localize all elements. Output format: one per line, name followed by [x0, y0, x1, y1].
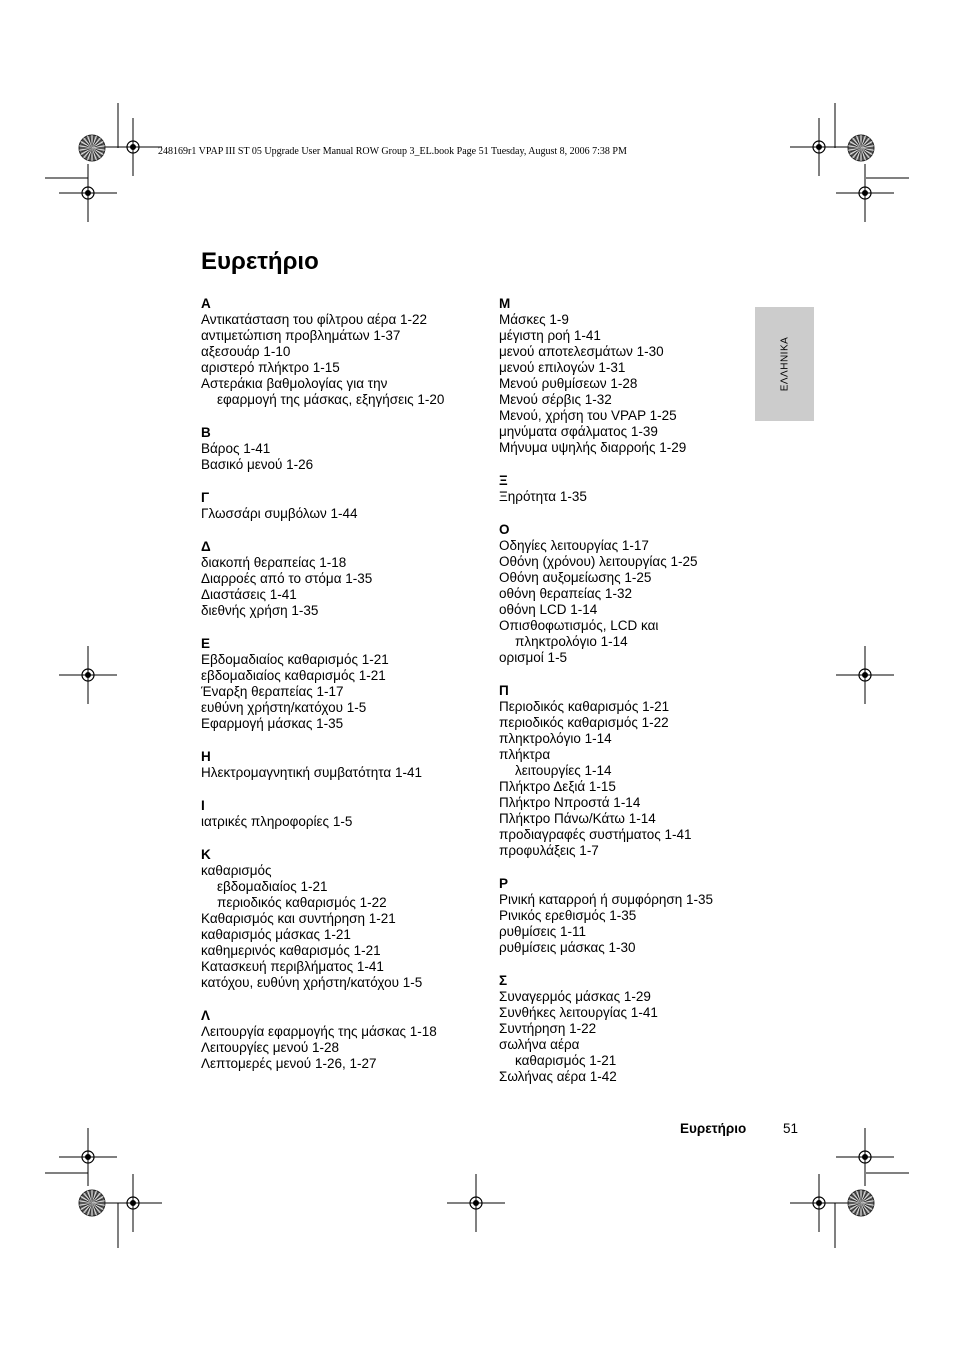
index-section	[499, 875, 754, 956]
index-letter-heading: Α	[201, 296, 211, 311]
index-entry: Οθόνη αυξομείωσης 1-25	[499, 570, 652, 585]
index-letter-heading: Β	[201, 425, 211, 440]
index-entry: εβδομαδιαίος καθαρισμός 1-21	[201, 668, 386, 683]
print-slug: 248169r1 VPAP III ST 05 Upgrade User Manual ROW Group 3_EL.book Page 51 Tuesday, August 8, 2006 7:38 PM	[158, 146, 627, 157]
color-rosette-icon	[79, 135, 105, 161]
index-entry: Πλήκτρο Πάνω/Κάτω 1-14	[499, 811, 656, 826]
index-section	[499, 682, 754, 859]
index-entry: Διαστάσεις 1-41	[201, 587, 297, 602]
index-entry: προδιαγραφές συστήματος 1-41	[499, 827, 692, 842]
index-entry: Οπισθοφωτισμός, LCD και	[499, 618, 659, 633]
index-entry: αριστερό πλήκτρο 1-15	[201, 360, 340, 375]
index-entry: Ρινικός ερεθισμός 1-35	[499, 908, 637, 923]
index-entry: πλήκτρα	[499, 747, 551, 762]
registration-target-icon	[59, 164, 117, 222]
index-entry: ιατρικές πληροφορίες 1-5	[201, 814, 353, 829]
index-section	[201, 1007, 486, 1072]
index-letter-heading: Η	[201, 749, 211, 764]
index-subentry: εβδομαδιαίος 1-21	[217, 879, 328, 894]
registration-target-icon	[104, 118, 162, 176]
index-entry: οθόνη θεραπείας 1-32	[499, 586, 632, 601]
index-entry: Συναγερμός μάσκας 1-29	[499, 989, 651, 1004]
index-entry: μέγιστη ροή 1-41	[499, 328, 601, 343]
index-entry: Διαρροές από το στόμα 1-35	[201, 571, 373, 586]
index-letter-heading: Ρ	[499, 876, 509, 891]
registration-target-icon	[447, 1174, 505, 1232]
index-letter-heading: Μ	[499, 296, 511, 311]
index-entry: Λειτουργίες μενού 1-28	[201, 1040, 339, 1055]
registration-target-icon	[790, 118, 848, 176]
index-entry: Λειτουργία εφαρμογής της μάσκας 1-18	[201, 1024, 437, 1039]
index-entry: Περιοδικός καθαρισμός 1-21	[499, 699, 670, 714]
index-section	[201, 635, 486, 732]
index-entry: διακοπή θεραπείας 1-18	[201, 555, 347, 570]
index-entry: οθόνη LCD 1-14	[499, 602, 598, 617]
index-subentry: λειτουργίες 1-14	[515, 763, 612, 778]
index-entry: καθημερινός καθαρισμός 1-21	[201, 943, 381, 958]
index-entry: καθαρισμός	[201, 863, 272, 878]
registration-target-icon	[59, 646, 117, 704]
index-entry: Ξηρότητα 1-35	[499, 489, 587, 504]
registration-target-icon	[836, 646, 894, 704]
side-tab-label: ΕΛΛΗΝΙΚΑ	[779, 336, 790, 392]
index-letter-heading: Ε	[201, 636, 211, 651]
index-entry: Μάσκες 1-9	[499, 312, 569, 327]
registration-target-icon	[790, 1174, 848, 1232]
index-letter-heading: Ι	[201, 798, 205, 813]
index-entry: ρυθμίσεις 1-11	[499, 924, 586, 939]
index-entry: Αντικατάσταση του φίλτρου αέρα 1-22	[201, 312, 428, 327]
index-entry: Μενού, χρήση του VPAP 1-25	[499, 408, 677, 423]
index-letter-heading: Σ	[499, 973, 508, 988]
registration-target-icon	[836, 164, 894, 222]
index-letter-heading: Δ	[201, 539, 211, 554]
index-section	[499, 972, 754, 1085]
index-entry: μενού αποτελεσμάτων 1-30	[499, 344, 664, 359]
footer-label: Ευρετήριο	[680, 1121, 747, 1136]
index-entry: Εβδομαδιαίος καθαρισμός 1-21	[201, 652, 389, 667]
index-letter-heading: Γ	[201, 490, 210, 505]
index-entry: μηνύματα σφάλματος 1-39	[499, 424, 658, 439]
index-entry: Εφαρμογή μάσκας 1-35	[201, 716, 344, 731]
index-entry: Έναρξη θεραπείας 1-17	[201, 684, 344, 699]
index-letter-heading: Π	[499, 683, 509, 698]
color-rosette-icon	[79, 1190, 105, 1216]
index-entry: ευθύνη χρήστη/κατόχου 1-5	[201, 700, 367, 715]
index-entry: Καθαρισμός και συντήρηση 1-21	[201, 911, 396, 926]
index-entry: αντιμετώπιση προβλημάτων 1-37	[201, 328, 401, 343]
index-entry: Πλήκτρο Δεξιά 1-15	[499, 779, 616, 794]
index-entry: προφυλάξεις 1-7	[499, 843, 599, 858]
page-title: Ευρετήριο	[201, 248, 319, 275]
index-entry: διεθνής χρήση 1-35	[201, 603, 319, 618]
color-rosette-icon	[848, 1190, 874, 1216]
index-entry: περιοδικός καθαρισμός 1-22	[499, 715, 669, 730]
index-column-right	[499, 295, 754, 1101]
index-entry: ρυθμίσεις μάσκας 1-30	[499, 940, 636, 955]
index-subentry: καθαρισμός 1-21	[515, 1053, 617, 1068]
index-entry: σωλήνα αέρα	[499, 1037, 580, 1052]
index-entry: Ρινική καταρροή ή συμφόρηση 1-35	[499, 892, 714, 907]
index-entry: Πλήκτρο Νπροστά 1-14	[499, 795, 641, 810]
index-subentry: πληκτρολόγιο 1-14	[515, 634, 628, 649]
index-entry: Μήνυμα υψηλής διαρροής 1-29	[499, 440, 687, 455]
language-side-tab	[755, 307, 814, 421]
index-section	[201, 424, 486, 473]
index-entry: Οθόνη (χρόνου) λειτουργίας 1-25	[499, 554, 698, 569]
index-section	[499, 295, 754, 456]
index-entry: Συνθήκες λειτουργίας 1-41	[499, 1005, 658, 1020]
index-entry: Αστεράκια βαθμολογίας για την	[201, 376, 388, 391]
page-number: 51	[783, 1121, 799, 1136]
index-section	[201, 748, 486, 781]
index-entry: ορισμοί 1-5	[499, 650, 568, 665]
index-entry: Ηλεκτρομαγνητική συμβατότητα 1-41	[201, 765, 422, 780]
index-entry: καθαρισμός μάσκας 1-21	[201, 927, 351, 942]
index-entry: Βάρος 1-41	[201, 441, 271, 456]
index-column-left	[201, 295, 486, 1088]
index-subentry: εφαρμογή της μάσκας, εξηγήσεις 1-20	[217, 392, 445, 407]
index-section	[499, 521, 754, 666]
index-entry: Κατασκευή περιβλήματος 1-41	[201, 959, 384, 974]
index-letter-heading: Ο	[499, 522, 510, 537]
index-section	[201, 846, 486, 991]
index-letter-heading: Ξ	[499, 473, 508, 488]
index-letter-heading: Λ	[201, 1008, 211, 1023]
index-entry: Συντήρηση 1-22	[499, 1021, 597, 1036]
color-rosette-icon	[848, 135, 874, 161]
index-entry: Μενού σέρβις 1-32	[499, 392, 612, 407]
index-letter-heading: Κ	[201, 847, 211, 862]
registration-target-icon	[836, 1128, 894, 1186]
index-section	[201, 538, 486, 619]
index-section	[499, 472, 754, 505]
index-entry: Οδηγίες λειτουργίας 1-17	[499, 538, 649, 553]
index-entry: μενού επιλογών 1-31	[499, 360, 626, 375]
index-section	[201, 489, 486, 522]
index-entry: αξεσουάρ 1-10	[201, 344, 291, 359]
index-entry: κατόχου, ευθύνη χρήστη/κατόχου 1-5	[201, 975, 423, 990]
index-entry: Γλωσσάρι συμβόλων 1-44	[201, 506, 358, 521]
index-section	[201, 295, 486, 408]
index-entry: Σωλήνας αέρα 1-42	[499, 1069, 617, 1084]
registration-target-icon	[59, 1128, 117, 1186]
registration-target-icon	[104, 1174, 162, 1232]
index-entry: Λεπτομερές μενού 1-26, 1-27	[201, 1056, 377, 1071]
index-entry: πληκτρολόγιο 1-14	[499, 731, 612, 746]
index-entry: Βασικό μενού 1-26	[201, 457, 314, 472]
index-subentry: περιοδικός καθαρισμός 1-22	[217, 895, 387, 910]
index-entry: Μενού ρυθμίσεων 1-28	[499, 376, 638, 391]
index-section	[201, 797, 486, 830]
